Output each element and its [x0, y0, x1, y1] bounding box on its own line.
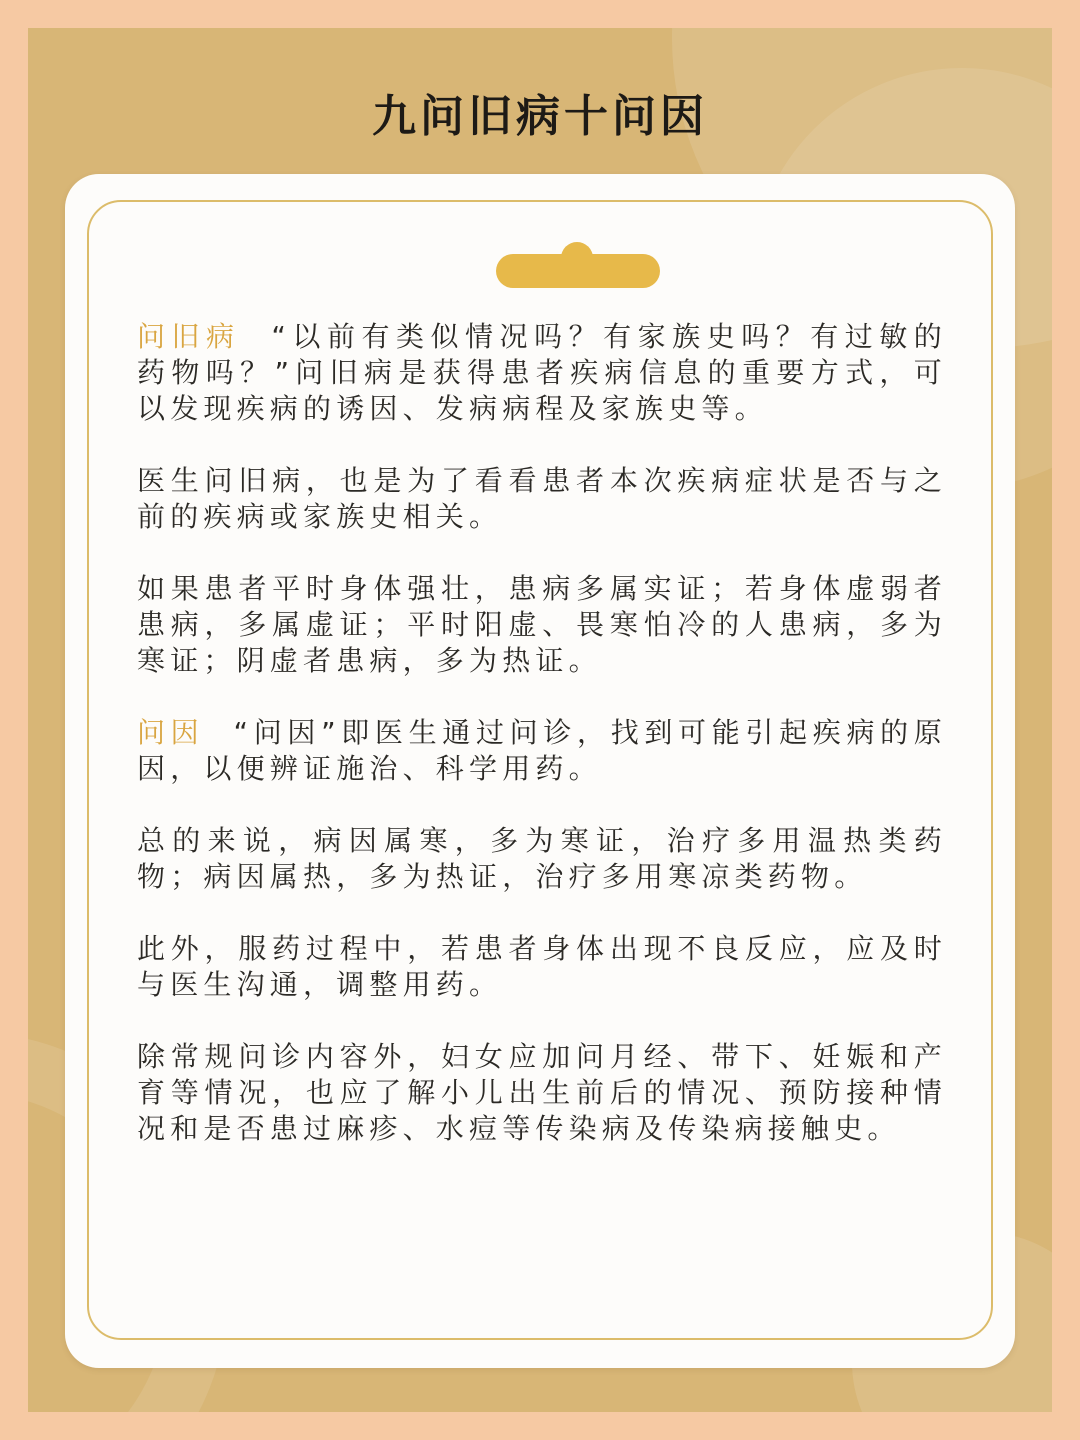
- paragraph-6: [137, 931, 947, 1003]
- paragraph-text: 除常规问诊内容外，妇女应加问月经、带下、妊娠和产育等情况，也应了解小儿出生前后的情况、预防接种情况和是否患过麻疹、水痘等传染病及传染病接触史。: [137, 1040, 947, 1145]
- paragraph-text: 总的来说，病因属寒，多为寒证，治疗多用温热类药物；病因属热，多为热证，治疗多用寒凉类药物。: [137, 824, 947, 893]
- paragraph-text: 此外，服药过程中，若患者身体出现不良反应，应及时与医生沟通，调整用药。: [137, 932, 947, 1001]
- content-card: [65, 174, 1015, 1368]
- paragraph-2: [137, 463, 947, 535]
- paragraph-5: [137, 823, 947, 895]
- paragraph-4: [137, 715, 947, 787]
- paragraph-1: [137, 319, 947, 427]
- paragraph-highlight: 问旧病: [137, 320, 241, 353]
- paragraph-text: “问因”即医生通过问诊，找到可能引起疾病的原因，以便辨证施治、科学用药。: [137, 716, 947, 785]
- poster: [28, 28, 1052, 1412]
- hanger-bar-shape: [496, 254, 660, 288]
- paragraph-text: 医生问旧病，也是为了看看患者本次疾病症状是否与之前的疾病或家族史相关。: [137, 464, 947, 533]
- paragraph-7: [137, 1039, 947, 1147]
- article-body: [137, 319, 947, 1183]
- page-title: 九问旧病十问因: [372, 91, 708, 142]
- paragraph-text: 如果患者平时身体强壮，患病多属实证；若身体虚弱者患病，多属虚证；平时阳虚、畏寒怕冷的人患病，多为寒证；阴虚者患病，多为热证。: [137, 572, 947, 677]
- paragraph-3: [137, 571, 947, 679]
- paragraph-highlight: 问因: [137, 716, 205, 749]
- paragraph-text: “以前有类似情况吗？有家族史吗？有过敏的药物吗？”问旧病是获得患者疾病信息的重要方式，可以发现疾病的诱因、发病病程及家族史等。: [137, 320, 947, 425]
